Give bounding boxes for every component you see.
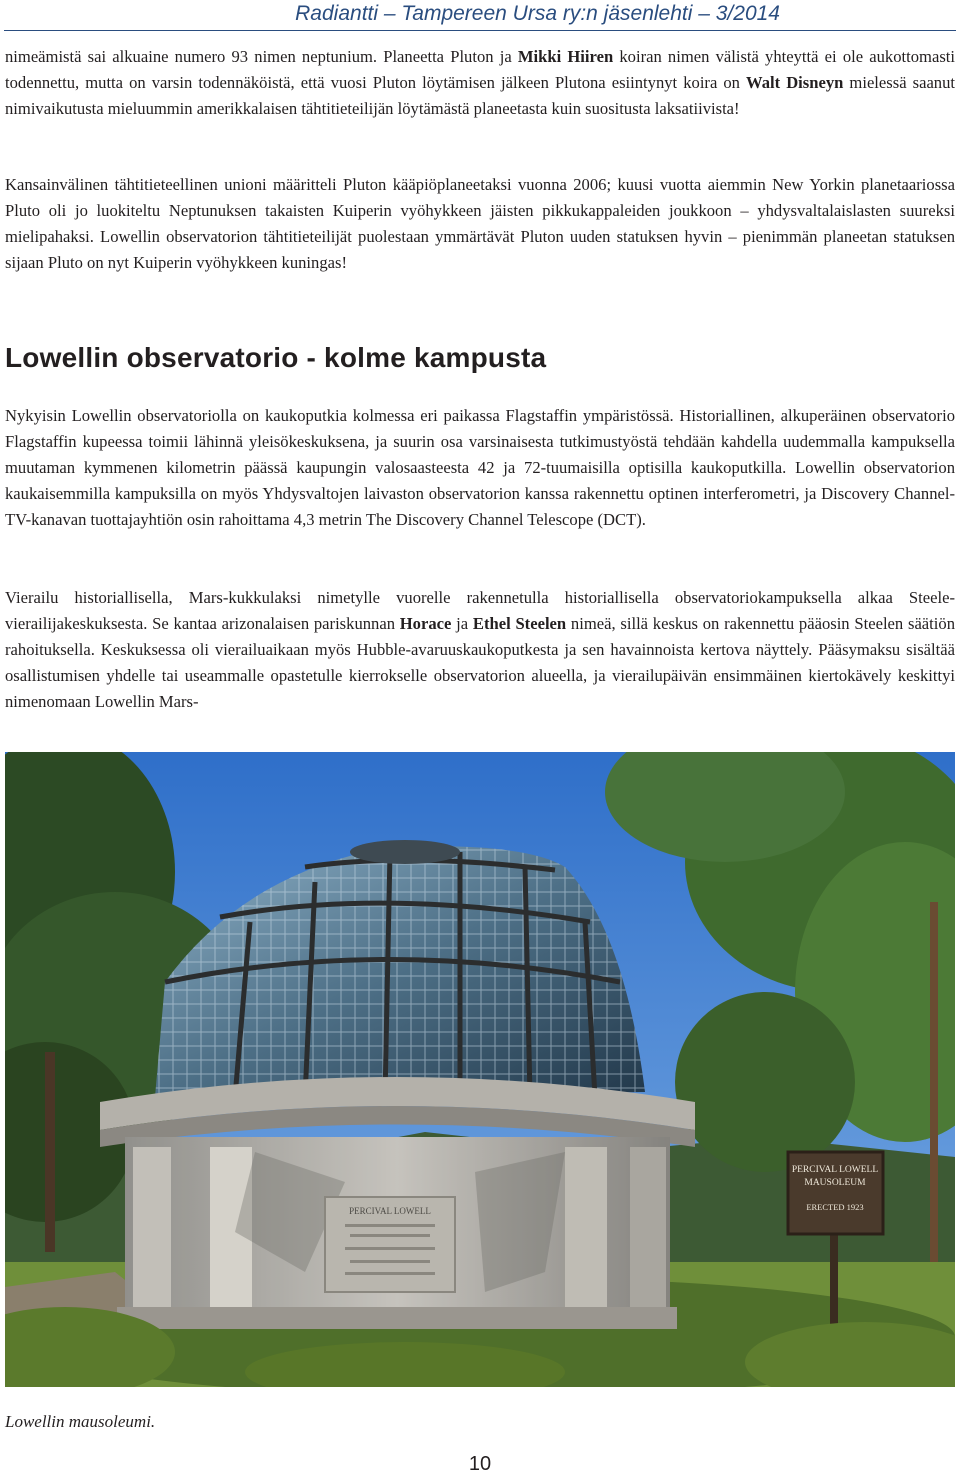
bold-name: Horace (399, 614, 452, 633)
sign-line-2: MAUSOLEUM (804, 1178, 866, 1188)
text-run: Kansainvälinen tähtitieteellinen unioni määritteli Pluton kääpiöplaneetaksi vuonna 2006; kuusi vuotta aiemmin New Yorkin planetaariossa Pluto oli jo luokiteltu Neptunuksen takaisten Kuiperin vyöhykkeen jäisten pikkukappaleiden joukkoon – yhdysvaltalaislasten suureksi mielipahaksi. Lowellin observatorion tähtitieteilijät puolestaan ymmärtävät Pluton uuden statuksen hyvin – pienimmän planeetan statuksen sijaan Pluto on nyt Kuiperin vyöhykkeen kuningas! (5, 175, 955, 272)
text-run: mielessä saanut nimivaikutusta mieluummin amerikkalaisen tähtitieteilijän löytämästä planeetasta kuin suositusta laksatiivista! (5, 73, 956, 118)
bold-name: Ethel Steelen (472, 614, 567, 633)
text-run: nimeä, sillä keskus on rakennettu pääosin Steelen säätiön rahoituksella. Keskuksessa oli vierailuaikaan myös Hubble-avaruuskaukoputkesta ja sen havainnoista kertova näyttely. Pääsymaksu sisältää osallistumisen yhdelle tai useammalle opastetulle kierrokselle observatorion alueella, ja vierailupäivän ensimmäinen kiertokävely keskittyi nimenomaan Lowellin Mars- (5, 614, 955, 711)
sign-line-3: ERECTED 1923 (806, 1202, 864, 1212)
mausoleum-plaque (325, 1197, 455, 1292)
section-heading: Lowellin observatorio - kolme kampusta (5, 342, 547, 373)
text-run: Nykyisin Lowellin observatoriolla on kaukoputkia kolmessa eri paikassa Flagstaffin ympäristössä. Historiallinen, alkuperäinen observatorio Flagstaffin kupeessa toimii lähinnä yleisökeskuksena, ja suurin osa varsinaisesta tutkimustyöstä tehdään kahdella uudemmalla kampuksella muutaman kymmenen kilometrin päässä kaupungin valosaasteesta 42 ja 72-tuumaisilla optisilla kaukoputkilla. Lowellin observatorion kaukaisemmilla kampuksilla on myös Yhdysvaltojen laivaston observatorion kanssa rakennettu optinen interferometri, ja Discovery Channel-TV-kanavan tuottajayhtiön osin rahoittama 4,3 metrin The Discovery Channel Telescope (DCT). (5, 406, 955, 529)
paragraph-1 (5, 44, 955, 122)
paragraph-3 (5, 403, 955, 533)
text-run: koiran nimen välistä yhteyttä ei ole aukottomasti todennettu, mutta on varsin todennäköistä, että vuosi Pluton löytämisen jälkeen Plutona esiintynyt koira on (5, 47, 955, 92)
plaque-name: PERCIVAL LOWELL (349, 1206, 431, 1216)
page-number: 10 (468, 1453, 492, 1475)
bold-name: Mikki Hiiren (517, 47, 614, 66)
mausoleum-photo (5, 752, 955, 1387)
text-run: nimeämistä sai alkuaine numero 93 nimen neptunium. Planeetta Pluton ja (5, 47, 518, 66)
photo-caption: Lowellin mausoleumi. (5, 1412, 156, 1431)
bold-name: Walt Disneyn (746, 73, 844, 92)
sign-line-1: PERCIVAL LOWELL (791, 1165, 879, 1175)
paragraph-4 (5, 585, 955, 715)
header-rule (4, 30, 956, 31)
paragraph-2 (5, 172, 955, 276)
text-run: Vierailu historiallisella, Mars-kukkulaksi nimetylle vuorelle rakennetulla historiallisella observatoriokampuksella alkaa Steele-vierailijakeskuksesta. Se kantaa arizonalaisen pariskunnan (5, 588, 955, 633)
header-title: Radiantti – Tampereen Ursa ry:n jäsenlehti – 3/2014 (295, 2, 780, 25)
text-run: ja (451, 614, 473, 633)
